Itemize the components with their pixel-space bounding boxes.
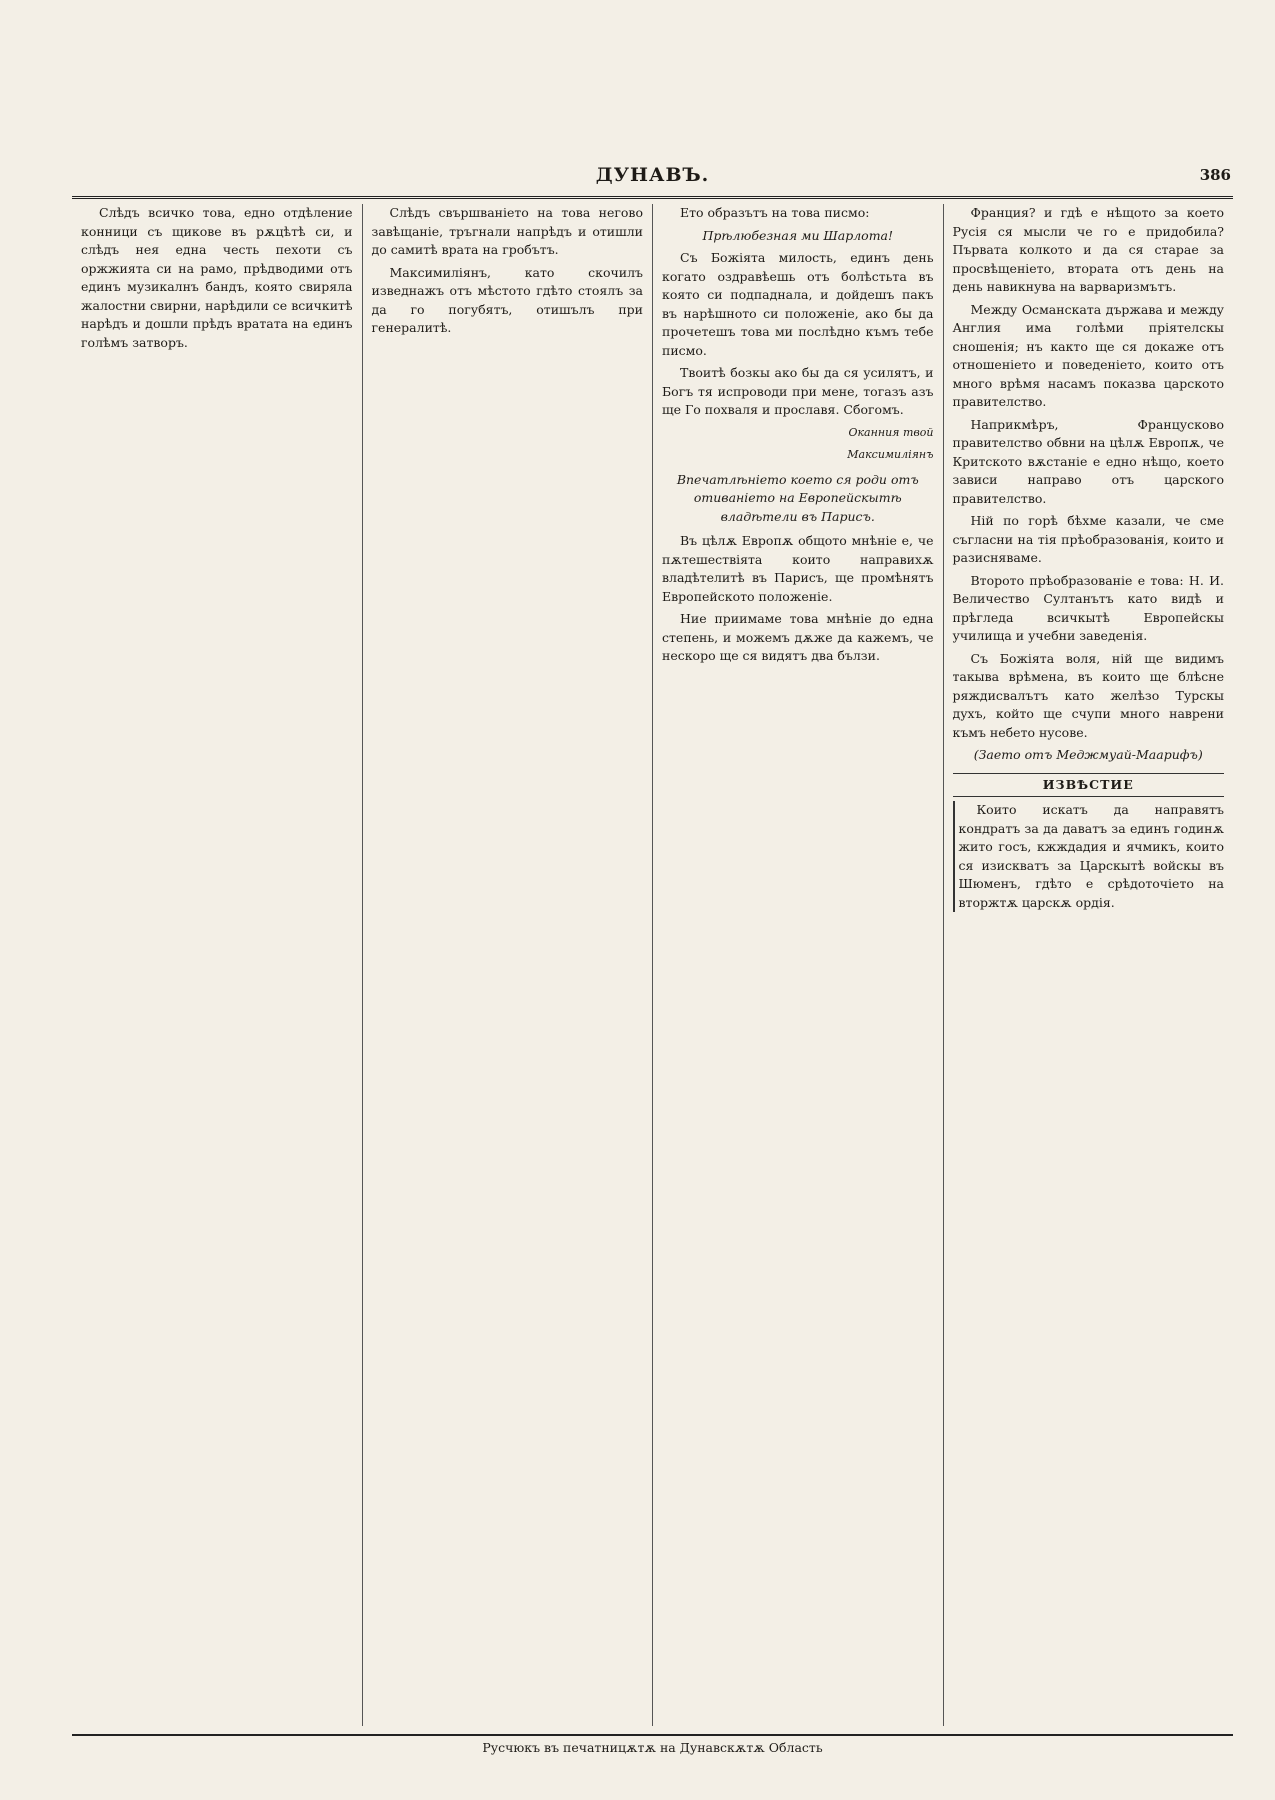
signature-line-2: Максимилiянъ [847, 448, 934, 461]
notice-box [953, 801, 1225, 912]
notice-title: ИЗВѢСТИЕ [953, 773, 1225, 798]
paragraph: Франция? и гдѣ е нѣщото за което Русiя ся мысли че го е придобила? Първата колкото и да ся старае за просвѣщенiето, втората отъ день на день навикнува на варваризмътъ. [952, 205, 1224, 294]
page-number: 386 [1199, 166, 1231, 184]
printer-imprint: Русчюкъ въ печатницѫтѫ на Дунавскѫтѫ Область [72, 1734, 1233, 1760]
notice-text: Които искатъ да направятъ кондратъ за да даватъ за единъ годинѫ жито госъ, кжждадия и ячмикъ, които ся изискватъ за Царскытѣ войскы въ Шюменъ, гдѣто е срѣдоточiето на вторжтѫ царскѫ ордiя. [958, 802, 1224, 910]
paragraph: Второто прѣобразованiе е това: Н. И. Величество Султанътъ като видѣ и прѣгледа всичкытѣ Европейскы училища и учебни заведенiя. [952, 572, 1224, 643]
paragraph: Съ Божiята воля, нiй ще видимъ такыва врѣмена, въ които ще блѣсне ряждисвалътъ като желѣзо Турскы духъ, който ще счупи много наврени къмъ небето нусове. [952, 650, 1224, 740]
signature-line-1: Оканния твой [848, 425, 934, 439]
letter-salutation: Прѣлюбезная ми Шарлота! [702, 227, 894, 243]
paragraph: Слѣдъ всичко това, едно отдѣление конници съ щикове въ рѫцѣтѣ си, и слѣдъ нея една честь пехоти съ оржжията си на рамо, прѣдводими отъ единъ музикалнъ бандъ, която свиряла жалостни свирни, нарѣдили се всичкитѣ нарѣдъ и дошли прѣдъ вратата на единъ голѣмъ затворъ. [81, 205, 353, 350]
paragraph: Нiй по горѣ бѣхме казали, че сме съгласни на тiя прѣобразованiя, които и разисняваме. [952, 513, 1224, 565]
paragraph: Ето образътъ на това писмо: [680, 205, 870, 220]
paragraph: Максимилiянъ, като скочилъ изведнажъ отъ мѣстото гдѣто стоялъ за да го погубятъ, отишълъ при генералитѣ. [371, 264, 643, 335]
paragraph: Наприкмѣръ, Францусково правителство обвни на цѣлѫ Европѫ, че Критското вѫстанiе е едно нѣщо, което зависи направо отъ царского правителство. [952, 416, 1224, 506]
paragraph: Между Османската държава и между Англия има голѣми прiятелскы сношенiя; нъ както ще ся докаже отъ отношенiето и поведенiето, които отъ много врѣмя насамъ показва царското правителство. [952, 301, 1224, 409]
column-3 [653, 204, 944, 1726]
paragraph: Съ Божiята милость, единъ день когато оздравѣешь отъ болѣстьта въ която си подпаднала, и дойдешъ пакъ въ нарѣшното си положенiе, ако бы да прочетешъ това ми послѣдно къмъ тебе писмо. [662, 250, 934, 358]
section-heading: Впечатлѣнiето което ся роди отъ отиванiето на Европейскытѣ владѣтели въ Парисъ. [676, 471, 919, 524]
paragraph: Ние приимаме това мнѣнiе до една степень, и можемъ дѫже да кажемъ, че нескоро ще ся видятъ два бълзи. [662, 611, 934, 663]
column-2 [363, 204, 654, 1726]
column-4 [944, 204, 1234, 1726]
quote-source: (Заето отъ Меджмуай-Маарифъ) [973, 747, 1203, 762]
paragraph: Твоитѣ бозкы ако бы да ся усилятъ, и Богъ тя испроводи при мене, тогазъ азъ ще Го похваля и прославя. Сбогомъ. [662, 365, 934, 417]
article-columns [72, 204, 1233, 1726]
newspaper-title: ДУНАВЪ. [595, 164, 710, 186]
paragraph: Слѣдъ свършванiето на това негово завѣщанiе, тръгнали напрѣдъ и отишли до самитѣ врата на гробътъ. [371, 205, 643, 257]
page-header [72, 160, 1233, 199]
column-1 [72, 204, 363, 1726]
paragraph: Въ цѣлѫ Европѫ общото мнѣнiе е, че пѫтешествiята които направихѫ владѣтелитѣ въ Парисъ, ще промѣнятъ Европейското положенiе. [662, 533, 934, 604]
